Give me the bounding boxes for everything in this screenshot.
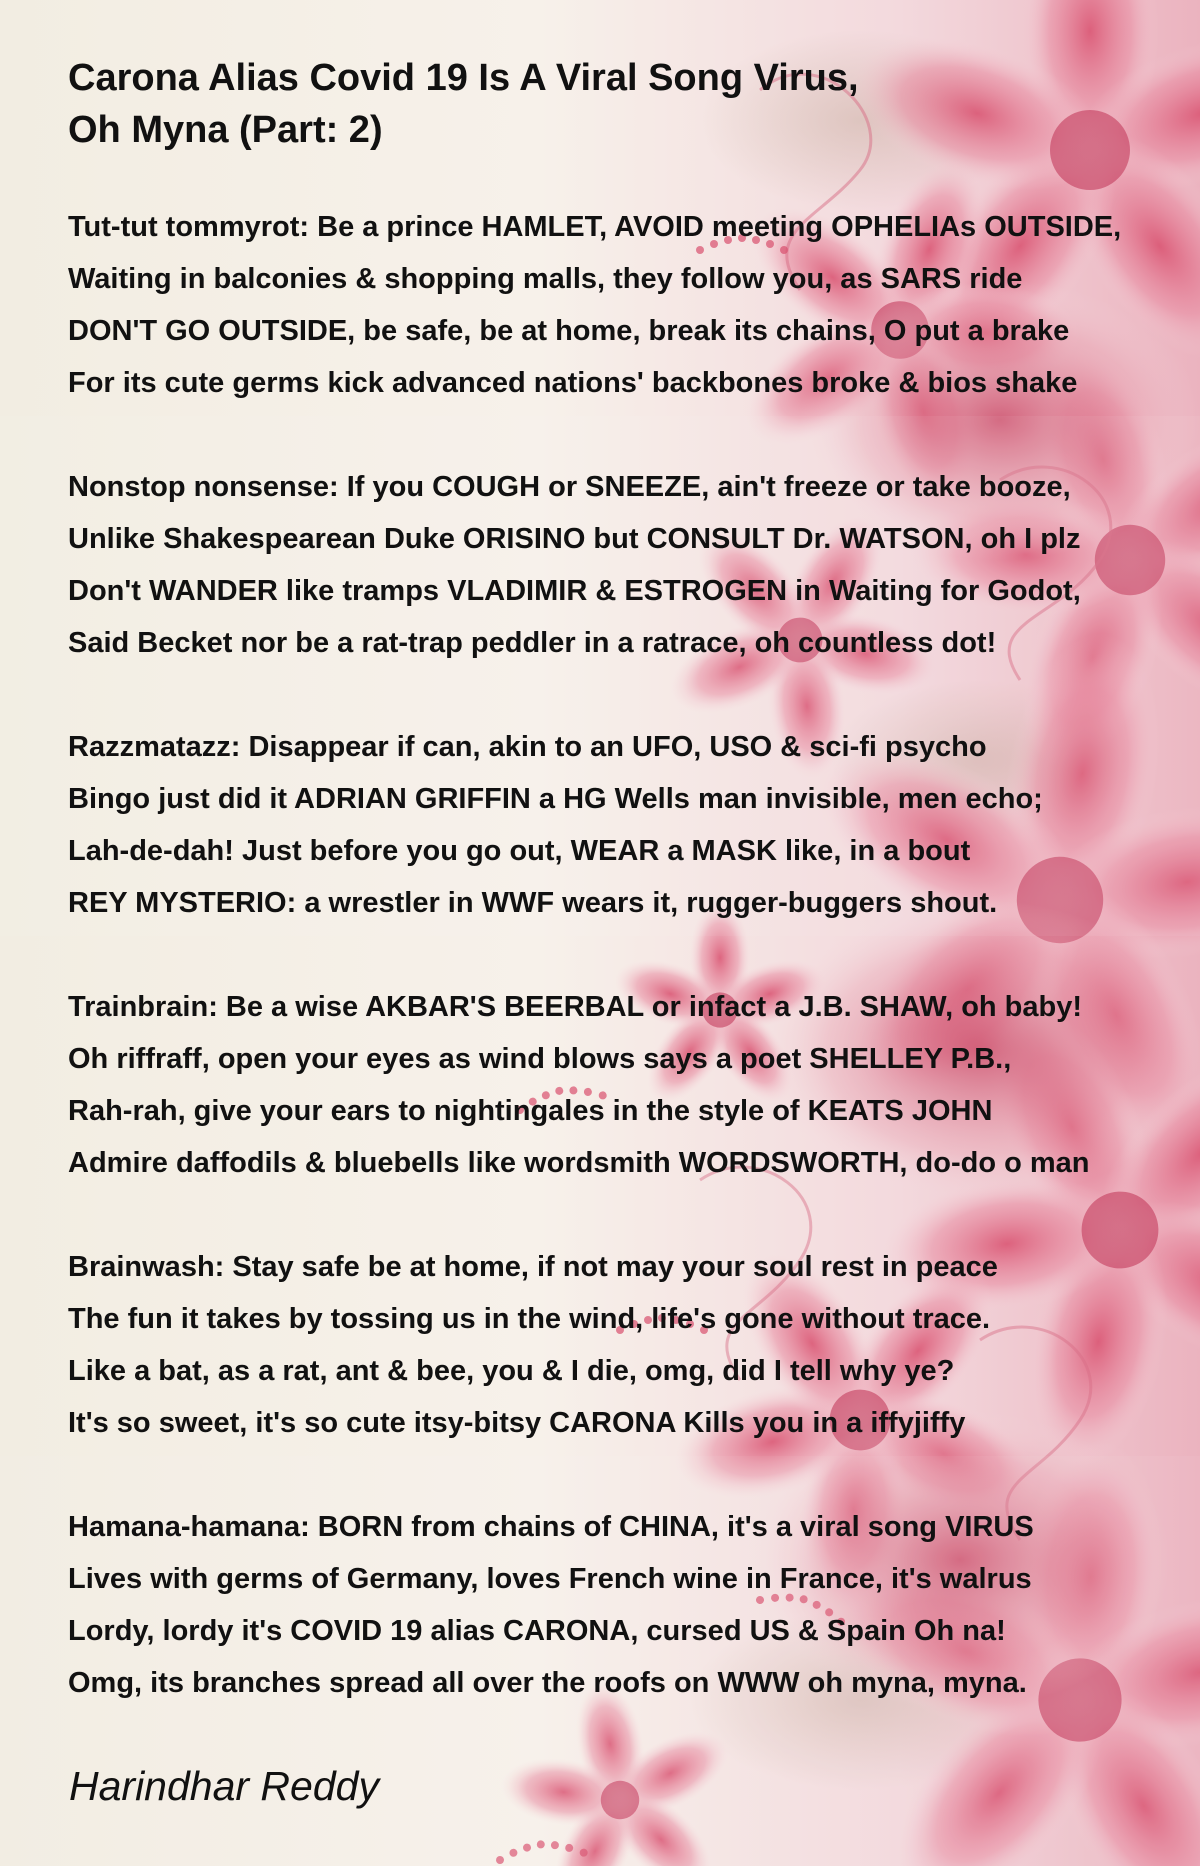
poem-line: Tut-tut tommyrot: Be a prince HAMLET, AVOID meeting OPHELIAs OUTSIDE, [68,211,1122,243]
poem-line: Said Becket nor be a rat-trap peddler in a ratrace, oh countless dot! [68,627,997,659]
stanza [68,201,1200,409]
poem-line: Unlike Shakespearean Duke ORISINO but CONSULT Dr. WATSON, oh I plz [68,523,1081,555]
poem-author: Harindhar Reddy [69,1763,379,1809]
poem-line: Waiting in balconies & shopping malls, they follow you, as SARS ride [68,263,1023,295]
poem-line: Bingo just did it ADRIAN GRIFFIN a HG Wells man invisible, men echo; [68,783,1043,815]
poem-line: Like a bat, as a rat, ant & bee, you & I die, omg, did I tell why ye? [68,1355,955,1387]
poem-line: REY MYSTERIO: a wrestler in WWF wears it, rugger-buggers shout. [68,887,998,919]
poem-line: Omg, its branches spread all over the roofs on WWW oh myna, myna. [68,1667,1027,1699]
poem-line: Admire daffodils & bluebells like wordsmith WORDSWORTH, do-do o man [68,1147,1090,1179]
poem-title-line: Carona Alias Covid 19 Is A Viral Song Virus, [68,57,859,99]
poem-line: Lah-de-dah! Just before you go out, WEAR a MASK like, in a bout [68,835,971,867]
poem-line: Hamana-hamana: BORN from chains of CHINA, it's a viral song VIRUS [68,1511,1034,1543]
poem-title-line: Oh Myna (Part: 2) [68,109,383,151]
poem-title [68,52,1068,156]
poem-body [68,201,1200,1761]
stanza [68,461,1200,669]
poem-line: Rah-rah, give your ears to nightingales in the style of KEATS JOHN [68,1095,993,1127]
stanza [68,981,1200,1189]
poem-line: Razzmatazz: Disappear if can, akin to an UFO, USO & sci-fi psycho [68,731,987,763]
poem-line: Lives with germs of Germany, loves French wine in France, it's walrus [68,1563,1032,1595]
poem-line: Don't WANDER like tramps VLADIMIR & ESTROGEN in Waiting for Godot, [68,575,1081,607]
poem-line: Brainwash: Stay safe be at home, if not may your soul rest in peace [68,1251,998,1283]
stanza [68,721,1200,929]
poem-line: Trainbrain: Be a wise AKBAR'S BEERBAL or infact a J.B. SHAW, oh baby! [68,991,1083,1023]
poem-line: It's so sweet, it's so cute itsy-bitsy CARONA Kills you in a iffyjiffy [68,1407,966,1439]
poem-line: Lordy, lordy it's COVID 19 alias CARONA, cursed US & Spain Oh na! [68,1615,1006,1647]
poem-line: DON'T GO OUTSIDE, be safe, be at home, break its chains, O put a brake [68,315,1070,347]
poem-line: The fun it takes by tossing us in the wind, life's gone without trace. [68,1303,991,1335]
poem-line: For its cute germs kick advanced nations' backbones broke & bios shake [68,367,1078,399]
stanza [68,1241,1200,1449]
poem-line: Nonstop nonsense: If you COUGH or SNEEZE, ain't freeze or take booze, [68,471,1071,503]
stanza [68,1501,1200,1709]
poem-line: Oh riffraff, open your eyes as wind blows says a poet SHELLEY P.B., [68,1043,1012,1075]
